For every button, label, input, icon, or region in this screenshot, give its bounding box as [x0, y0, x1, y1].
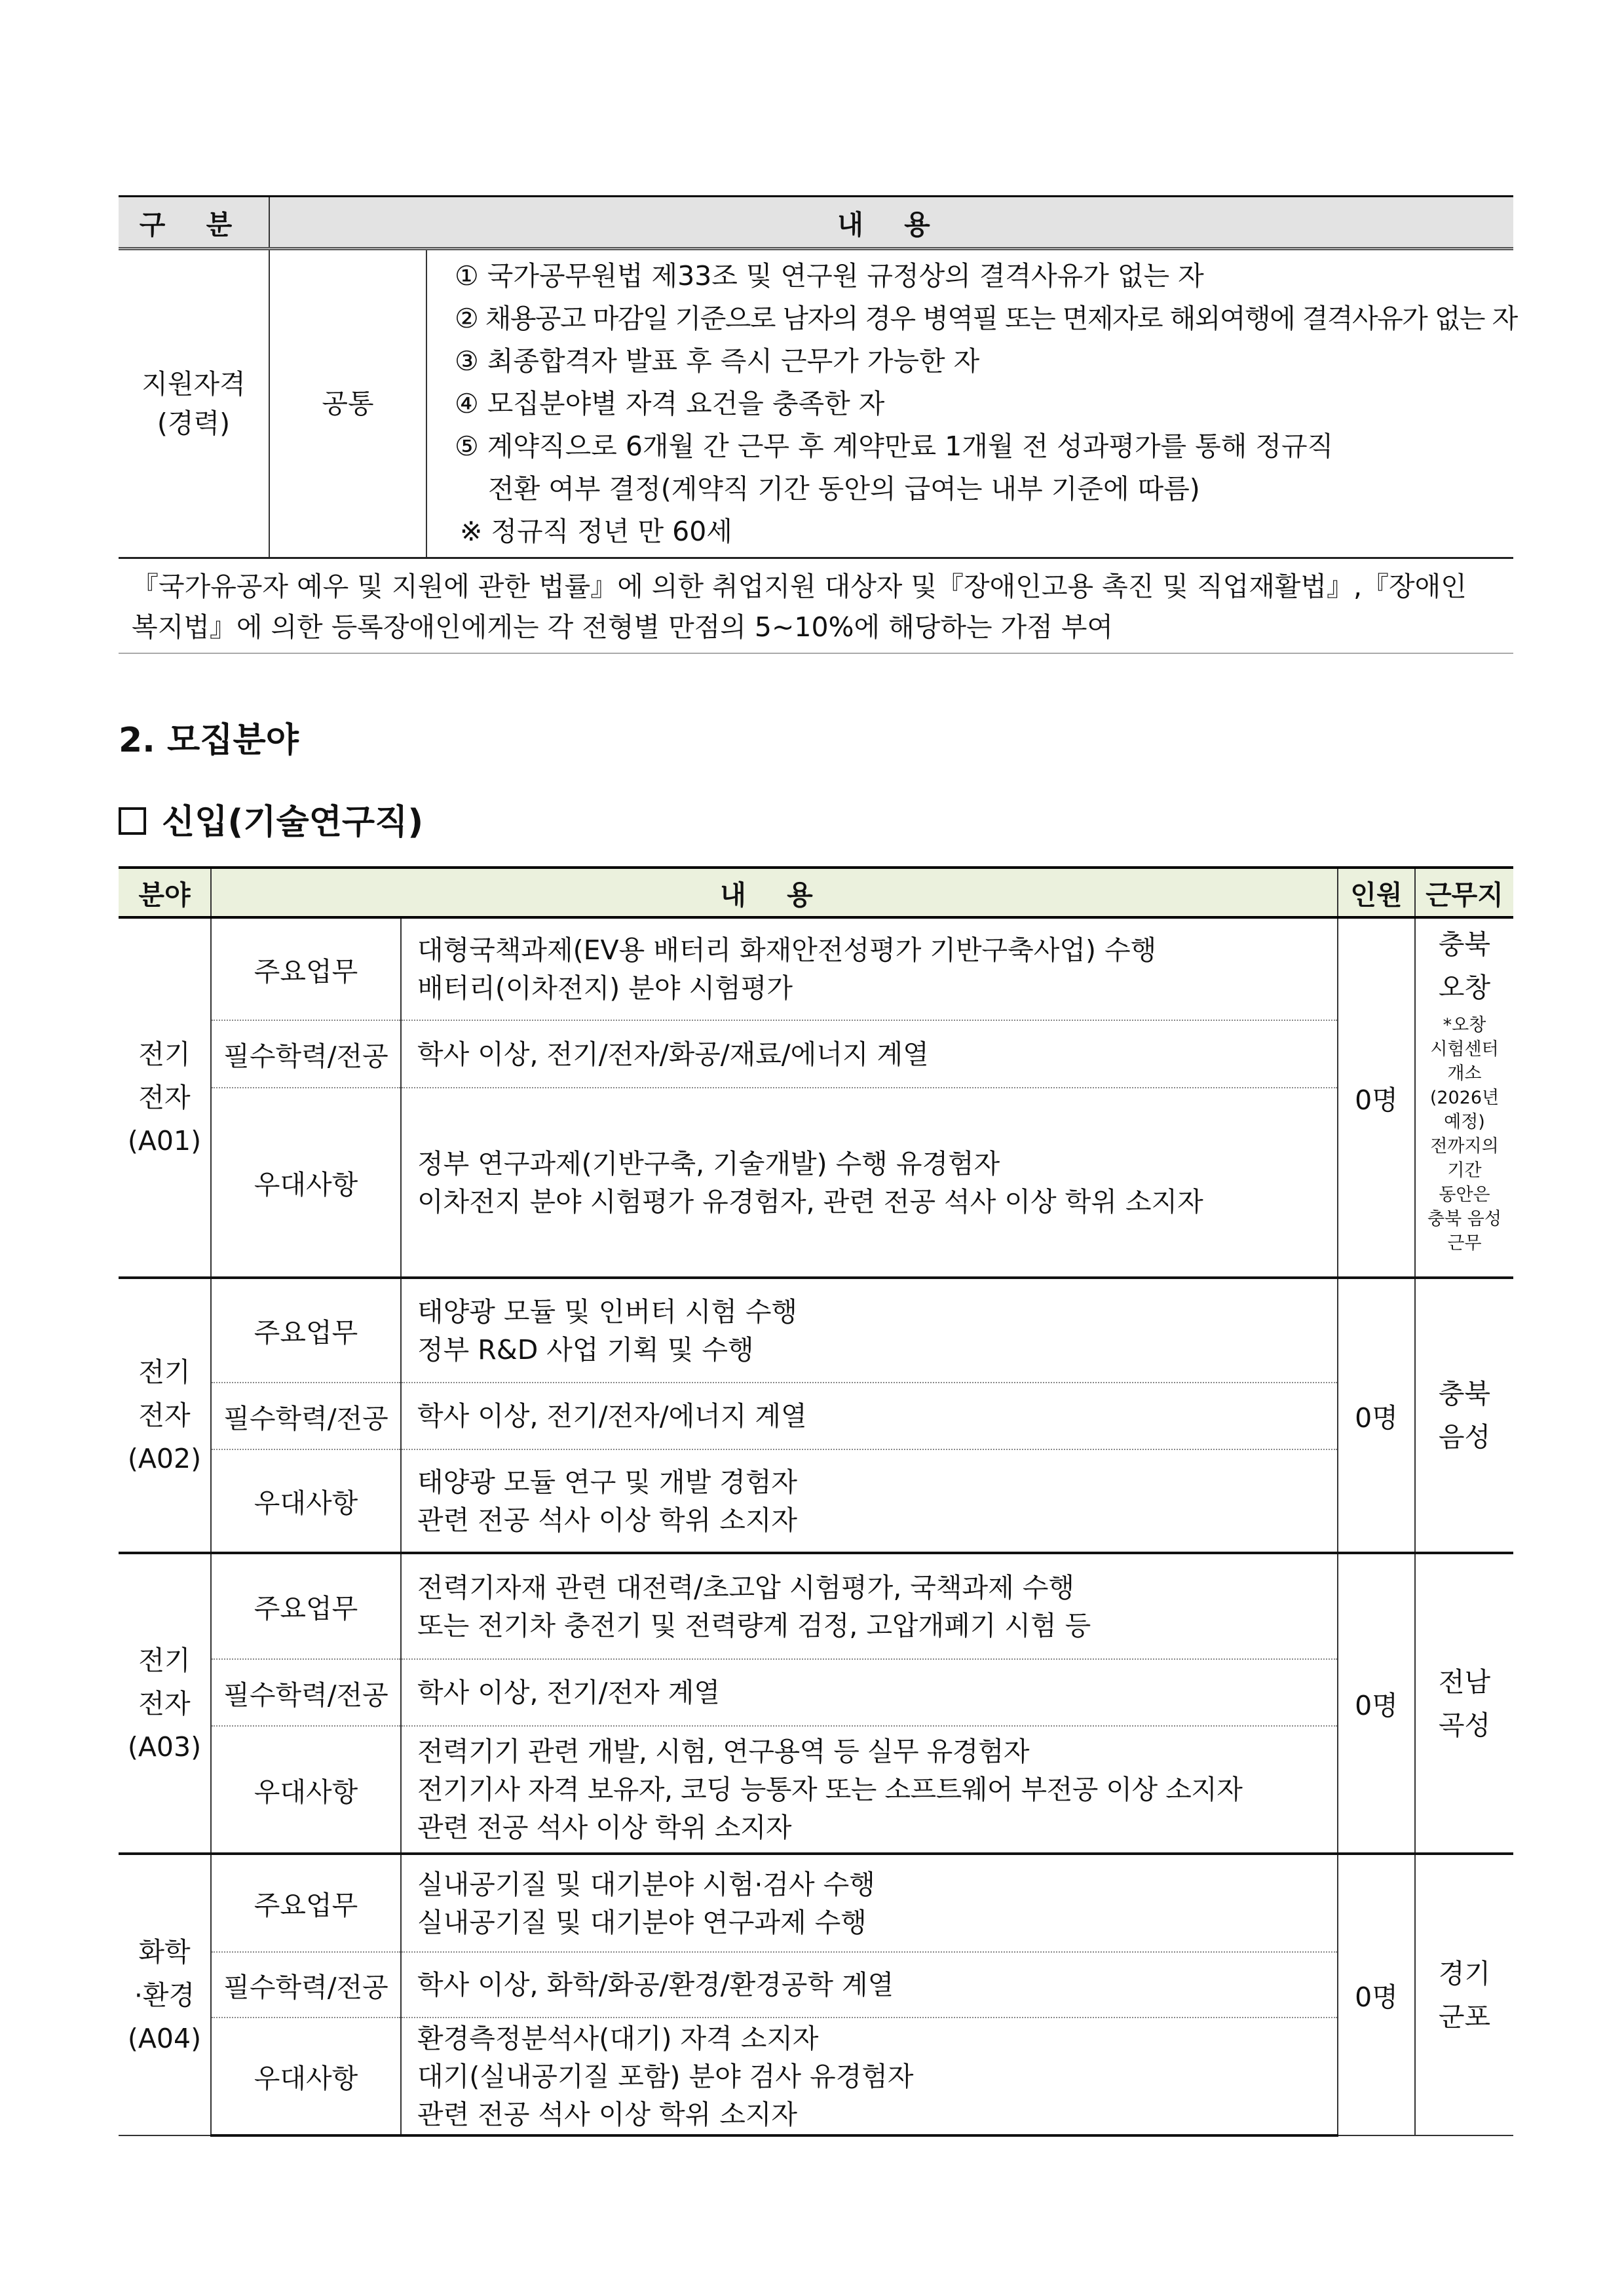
- qualification-row: [119, 249, 1513, 558]
- pref-content: [401, 1726, 1338, 1854]
- duty-content: [401, 917, 1338, 1020]
- qualification-item: ① 국가공무원법 제33조 및 연구원 규정상의 결격사유가 없는 자: [455, 259, 1204, 292]
- qualification-table: [119, 195, 1517, 559]
- location-note: *오창 시험센터 개소 (2026년 예정) 전까지의 기간 동안은 충북 음성 근무: [1427, 1015, 1501, 1253]
- field-cell: [119, 1278, 211, 1553]
- header-field: 분야: [119, 868, 211, 917]
- table-row: [119, 917, 1513, 1020]
- req-content: 학사 이상, 전기/전자/에너지 계열: [401, 1383, 1338, 1449]
- location-text: 충북 음성: [1438, 1378, 1491, 1453]
- location-cell: [1415, 1278, 1513, 1553]
- location-cell: [1415, 1553, 1513, 1854]
- table-row: [119, 1020, 1513, 1088]
- pref-content: [401, 2018, 1338, 2135]
- table-row: [119, 1088, 1513, 1278]
- retirement-note: ※ 정규직 정년 만 60세: [460, 515, 732, 547]
- pref-content: [401, 1088, 1338, 1278]
- qualification-item-continued: 전환 여부 결정(계약직 기간 동안의 급여는 내부 기준에 따름): [488, 472, 1200, 505]
- req-label: 필수학력/전공: [211, 1659, 401, 1726]
- duty-text: 실내공기질 및 대기분야 시험·검사 수행 실내공기질 및 대기분야 연구과제 수행: [417, 1868, 875, 1938]
- qualification-category: [119, 249, 269, 558]
- pref-text: 태양광 모듈 연구 및 개발 경험자 관련 전공 석사 이상 학위 소지자: [417, 1466, 798, 1536]
- location-text: 전남 곡성: [1438, 1666, 1491, 1741]
- location-text: 충북 오창: [1438, 928, 1491, 1003]
- header-location: 근무지: [1415, 868, 1513, 917]
- pref-label: 우대사항: [211, 1726, 401, 1854]
- header-content-text: 내 용: [720, 879, 829, 911]
- headcount-cell: 0명: [1338, 1553, 1415, 1854]
- field-cell: [119, 917, 211, 1278]
- pref-label: 우대사항: [211, 1449, 401, 1553]
- qualification-category-text: 지원자격 (경력): [142, 368, 246, 439]
- header-category: 구 분: [119, 197, 269, 249]
- table-row: [119, 1278, 1513, 1383]
- recruitment-header-row: [119, 868, 1513, 917]
- duty-text: 태양광 모듈 및 인버터 시험 수행 정부 R&D 사업 기획 및 수행: [417, 1295, 798, 1366]
- qualification-items: [426, 249, 1517, 558]
- bonus-points-note: 『국가유공자 예우 및 지원에 관한 법률』에 의한 취업지원 대상자 및『장애인고용 촉진 및 직업재활법』,『장애인 복지법』에 의한 등록장애인에게는 각 전형별 만점의 5~10%에 해당하는 가점 부여: [119, 564, 1513, 654]
- pref-text: 환경측정분석사(대기) 자격 소지자 대기(실내공기질 포함) 분야 검사 유경험자 관련 전공 석사 이상 학위 소지자: [417, 2022, 914, 2130]
- qualification-item: ③ 최종합격자 발표 후 즉시 근무가 가능한 자: [455, 345, 980, 377]
- headcount-cell: 0명: [1338, 1278, 1415, 1553]
- location-cell: [1415, 1854, 1513, 2135]
- qualification-header-row: [119, 197, 1513, 249]
- table-row: [119, 1383, 1513, 1449]
- table-row: [119, 2018, 1513, 2135]
- table-row: [119, 1659, 1513, 1726]
- qualification-item: ④ 모집분야별 자격 요건을 충족한 자: [455, 387, 885, 419]
- duty-label: 주요업무: [211, 917, 401, 1020]
- location-cell: [1415, 917, 1513, 1278]
- req-content: 학사 이상, 전기/전자/화공/재료/에너지 계열: [401, 1020, 1338, 1088]
- field-label: 전기 전자 (A02): [127, 1356, 202, 1474]
- duty-content: [401, 1553, 1338, 1659]
- checkbox-square-icon: [119, 807, 146, 835]
- req-content: 학사 이상, 화학/화공/환경/환경공학 계열: [401, 1952, 1338, 2018]
- duty-text: 전력기자재 관련 대전력/초고압 시험평가, 국책과제 수행 또는 전기차 충전기 및 전력량계 검정, 고압개폐기 시험 등: [417, 1571, 1091, 1641]
- subsection-title-text: 신입(기술연구직): [162, 803, 424, 842]
- pref-label: 우대사항: [211, 1088, 401, 1278]
- pref-content: [401, 1449, 1338, 1553]
- recruitment-table: [119, 866, 1513, 2137]
- duty-text: 대형국책과제(EV용 배터리 화재안전성평가 기반구축사업) 수행 배터리(이차전지) 분야 시험평가: [417, 934, 1157, 1004]
- duty-label: 주요업무: [211, 1553, 401, 1659]
- field-label: 화학 ·환경 (A04): [127, 1936, 202, 2054]
- req-label: 필수학력/전공: [211, 1020, 401, 1088]
- pref-text: 정부 연구과제(기반구축, 기술개발) 수행 유경험자 이차전지 분야 시험평가 유경험자, 관련 전공 석사 이상 학위 소지자: [417, 1147, 1203, 1217]
- section-title: 2. 모집분야: [119, 721, 299, 760]
- req-label: 필수학력/전공: [211, 1383, 401, 1449]
- table-row: [119, 1854, 1513, 1952]
- duty-content: [401, 1278, 1338, 1383]
- table-row: [119, 1553, 1513, 1659]
- table-row: [119, 1449, 1513, 1553]
- header-content: 내 용: [269, 197, 1513, 249]
- headcount-cell: 0명: [1338, 1854, 1415, 2135]
- field-label: 전기 전자 (A03): [127, 1644, 202, 1763]
- pref-label: 우대사항: [211, 2018, 401, 2135]
- table-row: [119, 1952, 1513, 2018]
- subsection-title: [119, 794, 423, 843]
- qualification-item: ② 채용공고 마감일 기준으로 남자의 경우 병역필 또는 면제자로 해외여행에 결격사유가 없는 자: [455, 302, 1517, 334]
- duty-label: 주요업무: [211, 1854, 401, 1952]
- req-label: 필수학력/전공: [211, 1952, 401, 2018]
- header-content: [211, 868, 1338, 917]
- header-headcount: 인원: [1338, 868, 1415, 917]
- location-text: 경기 군포: [1438, 1957, 1491, 2033]
- pref-text: 전력기기 관련 개발, 시험, 연구용역 등 실무 유경험자 전기기사 자격 보유자, 코딩 능통자 또는 소프트웨어 부전공 이상 소지자 관련 전공 석사 이상 학위 소지자: [417, 1736, 1243, 1843]
- duty-label: 주요업무: [211, 1278, 401, 1383]
- duty-content: [401, 1854, 1338, 1952]
- field-label: 전기 전자 (A01): [127, 1039, 202, 1157]
- headcount-cell: 0명: [1338, 917, 1415, 1278]
- field-cell: [119, 1854, 211, 2135]
- table-row: [119, 1726, 1513, 1854]
- qualification-subcategory: 공통: [269, 249, 426, 558]
- qualification-item: ⑤ 계약직으로 6개월 간 근무 후 계약만료 1개월 전 성과평가를 통해 정규직: [455, 430, 1334, 462]
- req-content: 학사 이상, 전기/전자 계열: [401, 1659, 1338, 1726]
- field-cell: [119, 1553, 211, 1854]
